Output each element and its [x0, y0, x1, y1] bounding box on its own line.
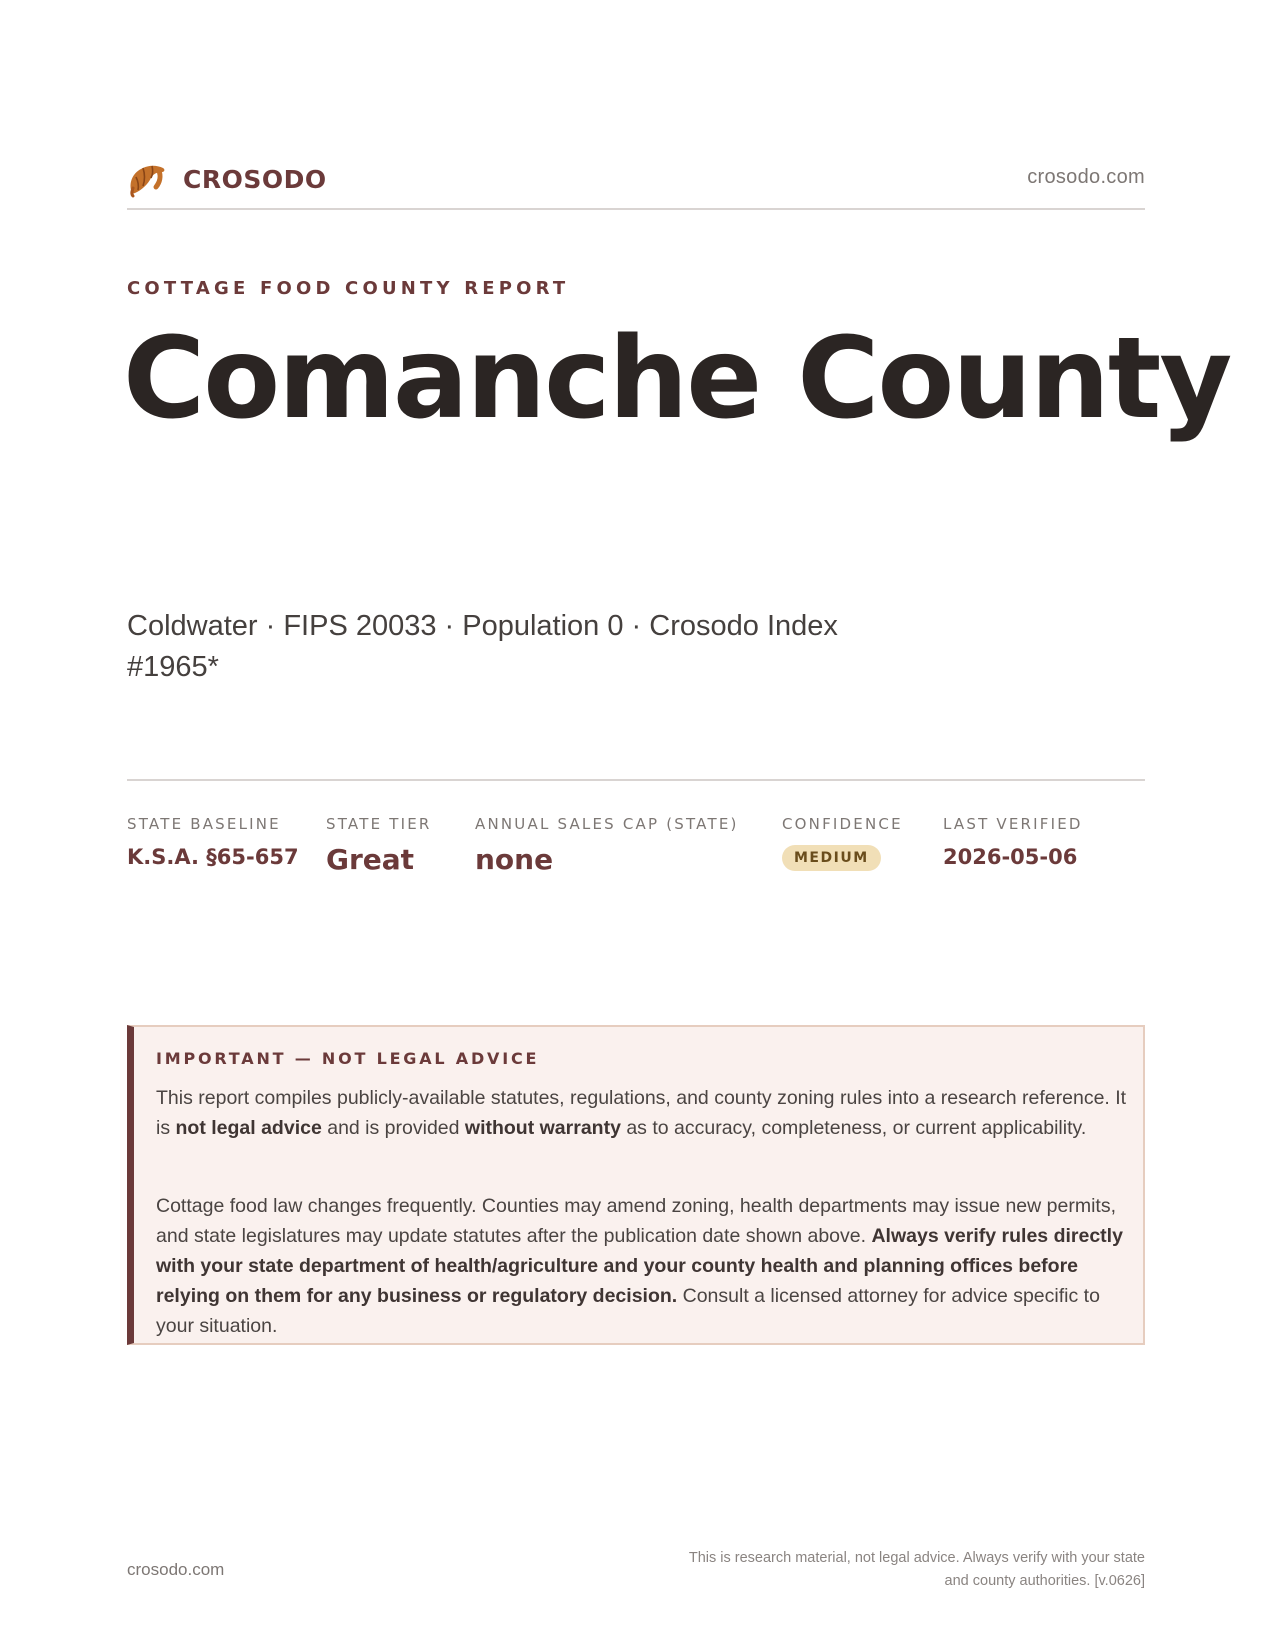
notice-text: and is provided	[321, 1117, 465, 1139]
notice-heading: IMPORTANT — NOT LEGAL ADVICE	[156, 1049, 540, 1068]
legal-notice	[127, 1025, 1145, 1345]
report-subtitle: Coldwater · FIPS 20033 · Population 0 · Crosodo Index #1965*	[127, 610, 838, 683]
footer-disclaimer-line: This is research material, not legal advice. Always verify with your state	[688, 1550, 1145, 1566]
header-site-link[interactable]: crosodo.com	[1027, 166, 1145, 188]
stat-value: none	[475, 843, 554, 876]
stat-value: 2026-05-06	[943, 845, 1078, 869]
stat-last-verified	[943, 815, 1083, 869]
stat-label: ANNUAL SALES CAP (STATE)	[475, 815, 739, 833]
stat-label: CONFIDENCE	[782, 815, 903, 833]
croissant-icon	[127, 160, 169, 198]
notice-paragraph	[156, 1191, 1131, 1341]
brand	[127, 160, 327, 198]
status-badge: MEDIUM	[782, 845, 881, 871]
brand-name: CROSODO	[183, 164, 327, 194]
notice-text: Cottage food law changes frequently. Counties may amend zoning, health departments may issue new permits, and state legislatures may update statutes after the publication date shown above.	[156, 1195, 1116, 1247]
notice-emphasis: not legal advice	[175, 1117, 322, 1139]
stat-label: LAST VERIFIED	[943, 815, 1083, 833]
stat-confidence	[782, 815, 903, 871]
notice-text: This report compiles publicly-available statutes, regulations, and county zoning rules into a research reference. It is	[156, 1087, 1127, 1139]
stat-value: K.S.A. §65-657	[127, 845, 299, 869]
stat-label: STATE BASELINE	[127, 815, 281, 833]
stat-state-tier	[326, 815, 432, 876]
footer-site-link[interactable]: crosodo.com	[127, 1560, 225, 1579]
divider	[127, 779, 1145, 781]
notice-text: as to accuracy, completeness, or current applicability.	[620, 1117, 1087, 1139]
notice-emphasis: without warranty	[464, 1117, 621, 1139]
stat-label: STATE TIER	[326, 815, 432, 833]
page-header	[127, 158, 1145, 210]
stat-state-baseline	[127, 815, 299, 869]
footer-disclaimer	[625, 1547, 1145, 1593]
report-kicker: COTTAGE FOOD COUNTY REPORT	[127, 278, 570, 299]
stat-value: Great	[326, 843, 415, 876]
footer-disclaimer-line: and county authorities. [v.0626]	[944, 1573, 1145, 1589]
stat-sales-cap	[475, 815, 739, 876]
notice-emphasis: Always verify rules directly with your state department of health/agriculture and your county health and planning offices before relying on them for any business or regulatory decision.	[156, 1225, 1123, 1307]
notice-text: Consult a licensed attorney for advice specific to your situation.	[156, 1285, 1100, 1337]
notice-paragraph	[156, 1083, 1131, 1143]
page-title: Comanche County	[123, 314, 1231, 444]
